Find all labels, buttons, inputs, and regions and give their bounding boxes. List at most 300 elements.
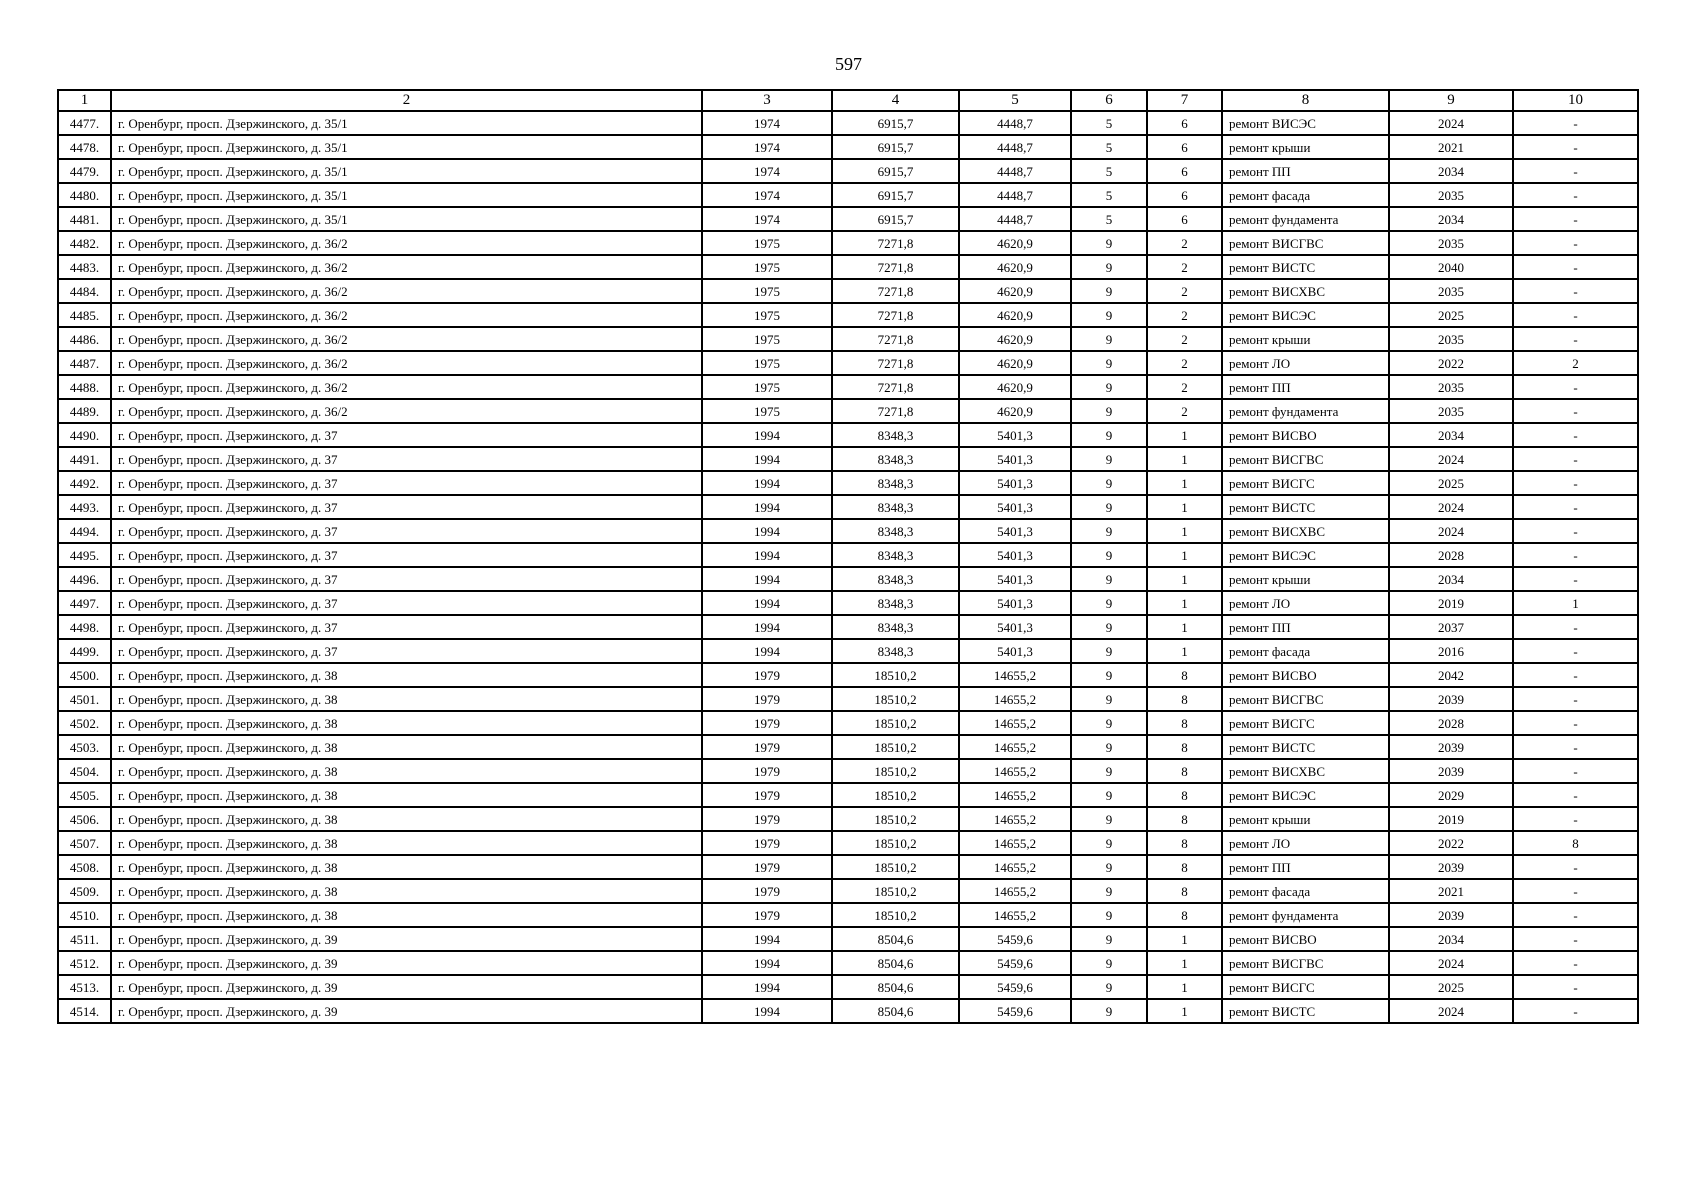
construction-year-cell: 1979 (702, 903, 832, 927)
construction-year-cell: 1994 (702, 591, 832, 615)
entrances-cell: 8 (1147, 711, 1222, 735)
elevator-count-cell: - (1513, 303, 1638, 327)
work-type-cell: ремонт ВИСВО (1222, 927, 1389, 951)
table-row (58, 399, 1638, 423)
row-number-cell: 4488. (58, 375, 111, 399)
row-number-cell: 4498. (58, 615, 111, 639)
row-number-cell: 4493. (58, 495, 111, 519)
construction-year-cell: 1975 (702, 279, 832, 303)
repair-schedule-table (57, 89, 1639, 1024)
work-type-cell: ремонт ПП (1222, 159, 1389, 183)
planned-year-cell: 2034 (1389, 207, 1513, 231)
work-type-cell: ремонт ЛО (1222, 831, 1389, 855)
table-row (58, 447, 1638, 471)
entrances-cell: 1 (1147, 927, 1222, 951)
entrances-cell: 1 (1147, 471, 1222, 495)
total-area-cell: 6915,7 (832, 207, 959, 231)
total-area-cell: 8348,3 (832, 615, 959, 639)
living-area-cell: 5401,3 (959, 639, 1071, 663)
floors-cell: 9 (1071, 783, 1147, 807)
construction-year-cell: 1975 (702, 327, 832, 351)
work-type-cell: ремонт крыши (1222, 567, 1389, 591)
address-cell: г. Оренбург, просп. Дзержинского, д. 36/2 (111, 351, 702, 375)
table-row (58, 879, 1638, 903)
planned-year-cell: 2034 (1389, 927, 1513, 951)
floors-cell: 9 (1071, 231, 1147, 255)
entrances-cell: 6 (1147, 135, 1222, 159)
planned-year-cell: 2035 (1389, 375, 1513, 399)
elevator-count-cell: - (1513, 447, 1638, 471)
floors-cell: 9 (1071, 567, 1147, 591)
row-number-cell: 4495. (58, 543, 111, 567)
address-cell: г. Оренбург, просп. Дзержинского, д. 37 (111, 567, 702, 591)
living-area-cell: 5459,6 (959, 951, 1071, 975)
row-number-cell: 4482. (58, 231, 111, 255)
floors-cell: 9 (1071, 591, 1147, 615)
page-number: 597 (835, 54, 862, 74)
address-cell: г. Оренбург, просп. Дзержинского, д. 39 (111, 927, 702, 951)
entrances-cell: 8 (1147, 807, 1222, 831)
floors-cell: 9 (1071, 279, 1147, 303)
work-type-cell: ремонт фундамента (1222, 903, 1389, 927)
work-type-cell: ремонт ПП (1222, 375, 1389, 399)
table-row (58, 543, 1638, 567)
construction-year-cell: 1974 (702, 183, 832, 207)
elevator-count-cell: - (1513, 903, 1638, 927)
living-area-cell: 4448,7 (959, 111, 1071, 135)
address-cell: г. Оренбург, просп. Дзержинского, д. 38 (111, 903, 702, 927)
floors-cell: 9 (1071, 351, 1147, 375)
row-number-cell: 4508. (58, 855, 111, 879)
living-area-cell: 5401,3 (959, 495, 1071, 519)
work-type-cell: ремонт ВИСХВС (1222, 759, 1389, 783)
row-number-cell: 4497. (58, 591, 111, 615)
entrances-cell: 1 (1147, 495, 1222, 519)
elevator-count-cell: - (1513, 711, 1638, 735)
living-area-cell: 14655,2 (959, 807, 1071, 831)
total-area-cell: 18510,2 (832, 711, 959, 735)
floors-cell: 9 (1071, 495, 1147, 519)
row-number-cell: 4492. (58, 471, 111, 495)
floors-cell: 9 (1071, 327, 1147, 351)
entrances-cell: 1 (1147, 639, 1222, 663)
total-area-cell: 18510,2 (832, 663, 959, 687)
column-header: 1 (58, 90, 111, 111)
planned-year-cell: 2016 (1389, 639, 1513, 663)
elevator-count-cell: - (1513, 855, 1638, 879)
floors-cell: 9 (1071, 879, 1147, 903)
work-type-cell: ремонт ПП (1222, 855, 1389, 879)
work-type-cell: ремонт фасада (1222, 183, 1389, 207)
elevator-count-cell: - (1513, 639, 1638, 663)
row-number-cell: 4489. (58, 399, 111, 423)
address-cell: г. Оренбург, просп. Дзержинского, д. 36/2 (111, 255, 702, 279)
work-type-cell: ремонт ВИСГС (1222, 471, 1389, 495)
planned-year-cell: 2025 (1389, 975, 1513, 999)
total-area-cell: 8504,6 (832, 999, 959, 1023)
construction-year-cell: 1979 (702, 879, 832, 903)
living-area-cell: 5401,3 (959, 519, 1071, 543)
table-row (58, 567, 1638, 591)
floors-cell: 9 (1071, 543, 1147, 567)
entrances-cell: 2 (1147, 303, 1222, 327)
table-row (58, 591, 1638, 615)
planned-year-cell: 2028 (1389, 711, 1513, 735)
entrances-cell: 6 (1147, 111, 1222, 135)
floors-cell: 9 (1071, 807, 1147, 831)
column-header: 8 (1222, 90, 1389, 111)
living-area-cell: 5401,3 (959, 591, 1071, 615)
row-number-cell: 4486. (58, 327, 111, 351)
construction-year-cell: 1994 (702, 927, 832, 951)
elevator-count-cell: - (1513, 207, 1638, 231)
table-row (58, 783, 1638, 807)
living-area-cell: 14655,2 (959, 831, 1071, 855)
work-type-cell: ремонт крыши (1222, 807, 1389, 831)
total-area-cell: 7271,8 (832, 327, 959, 351)
floors-cell: 9 (1071, 375, 1147, 399)
planned-year-cell: 2024 (1389, 519, 1513, 543)
entrances-cell: 2 (1147, 279, 1222, 303)
construction-year-cell: 1979 (702, 759, 832, 783)
total-area-cell: 8348,3 (832, 447, 959, 471)
elevator-count-cell: - (1513, 495, 1638, 519)
entrances-cell: 1 (1147, 615, 1222, 639)
total-area-cell: 6915,7 (832, 111, 959, 135)
address-cell: г. Оренбург, просп. Дзержинского, д. 35/1 (111, 159, 702, 183)
total-area-cell: 18510,2 (832, 735, 959, 759)
living-area-cell: 14655,2 (959, 903, 1071, 927)
total-area-cell: 7271,8 (832, 399, 959, 423)
table-header-row (58, 90, 1638, 111)
table-body (58, 111, 1638, 1023)
living-area-cell: 5401,3 (959, 423, 1071, 447)
living-area-cell: 4448,7 (959, 207, 1071, 231)
construction-year-cell: 1975 (702, 255, 832, 279)
planned-year-cell: 2022 (1389, 831, 1513, 855)
row-number-cell: 4496. (58, 567, 111, 591)
row-number-cell: 4503. (58, 735, 111, 759)
elevator-count-cell: - (1513, 279, 1638, 303)
construction-year-cell: 1975 (702, 375, 832, 399)
floors-cell: 5 (1071, 159, 1147, 183)
total-area-cell: 18510,2 (832, 807, 959, 831)
planned-year-cell: 2035 (1389, 327, 1513, 351)
construction-year-cell: 1974 (702, 207, 832, 231)
table-row (58, 903, 1638, 927)
floors-cell: 9 (1071, 903, 1147, 927)
address-cell: г. Оренбург, просп. Дзержинского, д. 37 (111, 471, 702, 495)
total-area-cell: 6915,7 (832, 183, 959, 207)
row-number-cell: 4487. (58, 351, 111, 375)
work-type-cell: ремонт ВИСЭС (1222, 783, 1389, 807)
construction-year-cell: 1994 (702, 615, 832, 639)
address-cell: г. Оренбург, просп. Дзержинского, д. 38 (111, 879, 702, 903)
work-type-cell: ремонт ЛО (1222, 591, 1389, 615)
construction-year-cell: 1994 (702, 999, 832, 1023)
floors-cell: 5 (1071, 135, 1147, 159)
floors-cell: 9 (1071, 519, 1147, 543)
construction-year-cell: 1979 (702, 687, 832, 711)
entrances-cell: 1 (1147, 975, 1222, 999)
table-row (58, 375, 1638, 399)
table-row (58, 471, 1638, 495)
construction-year-cell: 1994 (702, 639, 832, 663)
living-area-cell: 14655,2 (959, 855, 1071, 879)
table-row (58, 519, 1638, 543)
planned-year-cell: 2019 (1389, 807, 1513, 831)
table-row (58, 687, 1638, 711)
elevator-count-cell: - (1513, 111, 1638, 135)
address-cell: г. Оренбург, просп. Дзержинского, д. 38 (111, 855, 702, 879)
floors-cell: 9 (1071, 831, 1147, 855)
elevator-count-cell: - (1513, 567, 1638, 591)
work-type-cell: ремонт крыши (1222, 327, 1389, 351)
planned-year-cell: 2029 (1389, 783, 1513, 807)
living-area-cell: 4620,9 (959, 231, 1071, 255)
planned-year-cell: 2021 (1389, 879, 1513, 903)
planned-year-cell: 2042 (1389, 663, 1513, 687)
table-row (58, 951, 1638, 975)
living-area-cell: 14655,2 (959, 711, 1071, 735)
entrances-cell: 8 (1147, 735, 1222, 759)
address-cell: г. Оренбург, просп. Дзержинского, д. 35/1 (111, 183, 702, 207)
entrances-cell: 8 (1147, 903, 1222, 927)
table-row (58, 495, 1638, 519)
planned-year-cell: 2034 (1389, 567, 1513, 591)
elevator-count-cell: - (1513, 375, 1638, 399)
entrances-cell: 6 (1147, 183, 1222, 207)
construction-year-cell: 1994 (702, 495, 832, 519)
total-area-cell: 7271,8 (832, 303, 959, 327)
column-header: 7 (1147, 90, 1222, 111)
column-header: 4 (832, 90, 959, 111)
living-area-cell: 4620,9 (959, 303, 1071, 327)
total-area-cell: 8504,6 (832, 951, 959, 975)
planned-year-cell: 2022 (1389, 351, 1513, 375)
elevator-count-cell: - (1513, 759, 1638, 783)
entrances-cell: 1 (1147, 519, 1222, 543)
planned-year-cell: 2024 (1389, 111, 1513, 135)
planned-year-cell: 2037 (1389, 615, 1513, 639)
work-type-cell: ремонт ВИСЭС (1222, 111, 1389, 135)
elevator-count-cell: 8 (1513, 831, 1638, 855)
living-area-cell: 5401,3 (959, 567, 1071, 591)
living-area-cell: 14655,2 (959, 879, 1071, 903)
row-number-cell: 4490. (58, 423, 111, 447)
row-number-cell: 4480. (58, 183, 111, 207)
row-number-cell: 4507. (58, 831, 111, 855)
total-area-cell: 18510,2 (832, 831, 959, 855)
work-type-cell: ремонт крыши (1222, 135, 1389, 159)
table-row (58, 279, 1638, 303)
construction-year-cell: 1975 (702, 351, 832, 375)
row-number-cell: 4485. (58, 303, 111, 327)
construction-year-cell: 1979 (702, 735, 832, 759)
table-row (58, 735, 1638, 759)
elevator-count-cell: - (1513, 951, 1638, 975)
address-cell: г. Оренбург, просп. Дзержинского, д. 35/1 (111, 207, 702, 231)
work-type-cell: ремонт ВИСГВС (1222, 687, 1389, 711)
row-number-cell: 4481. (58, 207, 111, 231)
elevator-count-cell: 1 (1513, 591, 1638, 615)
planned-year-cell: 2035 (1389, 399, 1513, 423)
work-type-cell: ремонт фундамента (1222, 207, 1389, 231)
row-number-cell: 4513. (58, 975, 111, 999)
row-number-cell: 4479. (58, 159, 111, 183)
work-type-cell: ремонт ВИСВО (1222, 423, 1389, 447)
row-number-cell: 4502. (58, 711, 111, 735)
entrances-cell: 2 (1147, 255, 1222, 279)
planned-year-cell: 2034 (1389, 423, 1513, 447)
table-row (58, 759, 1638, 783)
work-type-cell: ремонт ПП (1222, 615, 1389, 639)
total-area-cell: 7271,8 (832, 279, 959, 303)
row-number-cell: 4478. (58, 135, 111, 159)
entrances-cell: 1 (1147, 951, 1222, 975)
address-cell: г. Оренбург, просп. Дзержинского, д. 39 (111, 999, 702, 1023)
address-cell: г. Оренбург, просп. Дзержинского, д. 39 (111, 975, 702, 999)
entrances-cell: 8 (1147, 759, 1222, 783)
planned-year-cell: 2021 (1389, 135, 1513, 159)
work-type-cell: ремонт фасада (1222, 879, 1389, 903)
work-type-cell: ремонт ВИСТС (1222, 999, 1389, 1023)
row-number-cell: 4491. (58, 447, 111, 471)
planned-year-cell: 2025 (1389, 471, 1513, 495)
entrances-cell: 1 (1147, 543, 1222, 567)
work-type-cell: ремонт ВИСГВС (1222, 231, 1389, 255)
planned-year-cell: 2039 (1389, 735, 1513, 759)
total-area-cell: 18510,2 (832, 759, 959, 783)
elevator-count-cell: 2 (1513, 351, 1638, 375)
total-area-cell: 7271,8 (832, 231, 959, 255)
row-number-cell: 4514. (58, 999, 111, 1023)
column-header: 9 (1389, 90, 1513, 111)
elevator-count-cell: - (1513, 615, 1638, 639)
address-cell: г. Оренбург, просп. Дзержинского, д. 38 (111, 783, 702, 807)
address-cell: г. Оренбург, просп. Дзержинского, д. 35/1 (111, 111, 702, 135)
total-area-cell: 18510,2 (832, 855, 959, 879)
construction-year-cell: 1979 (702, 711, 832, 735)
total-area-cell: 7271,8 (832, 351, 959, 375)
floors-cell: 9 (1071, 639, 1147, 663)
row-number-cell: 4504. (58, 759, 111, 783)
living-area-cell: 4620,9 (959, 327, 1071, 351)
planned-year-cell: 2040 (1389, 255, 1513, 279)
planned-year-cell: 2024 (1389, 951, 1513, 975)
construction-year-cell: 1994 (702, 519, 832, 543)
floors-cell: 9 (1071, 255, 1147, 279)
floors-cell: 9 (1071, 687, 1147, 711)
elevator-count-cell: - (1513, 807, 1638, 831)
entrances-cell: 8 (1147, 879, 1222, 903)
address-cell: г. Оренбург, просп. Дзержинского, д. 37 (111, 639, 702, 663)
work-type-cell: ремонт ВИСХВС (1222, 519, 1389, 543)
planned-year-cell: 2039 (1389, 759, 1513, 783)
entrances-cell: 8 (1147, 831, 1222, 855)
elevator-count-cell: - (1513, 423, 1638, 447)
planned-year-cell: 2035 (1389, 183, 1513, 207)
total-area-cell: 18510,2 (832, 903, 959, 927)
table-row (58, 423, 1638, 447)
elevator-count-cell: - (1513, 471, 1638, 495)
table-row (58, 255, 1638, 279)
planned-year-cell: 2028 (1389, 543, 1513, 567)
planned-year-cell: 2039 (1389, 687, 1513, 711)
entrances-cell: 1 (1147, 591, 1222, 615)
floors-cell: 5 (1071, 207, 1147, 231)
planned-year-cell: 2039 (1389, 855, 1513, 879)
address-cell: г. Оренбург, просп. Дзержинского, д. 36/2 (111, 327, 702, 351)
living-area-cell: 5459,6 (959, 999, 1071, 1023)
total-area-cell: 18510,2 (832, 879, 959, 903)
entrances-cell: 8 (1147, 855, 1222, 879)
table-row (58, 303, 1638, 327)
construction-year-cell: 1994 (702, 951, 832, 975)
table-row (58, 111, 1638, 135)
living-area-cell: 4448,7 (959, 135, 1071, 159)
table-row (58, 183, 1638, 207)
planned-year-cell: 2035 (1389, 231, 1513, 255)
table-row (58, 615, 1638, 639)
total-area-cell: 8348,3 (832, 495, 959, 519)
table-row (58, 927, 1638, 951)
elevator-count-cell: - (1513, 663, 1638, 687)
table-row (58, 831, 1638, 855)
construction-year-cell: 1994 (702, 543, 832, 567)
row-number-cell: 4477. (58, 111, 111, 135)
table-row (58, 999, 1638, 1023)
living-area-cell: 14655,2 (959, 663, 1071, 687)
floors-cell: 9 (1071, 759, 1147, 783)
address-cell: г. Оренбург, просп. Дзержинского, д. 37 (111, 519, 702, 543)
elevator-count-cell: - (1513, 183, 1638, 207)
address-cell: г. Оренбург, просп. Дзержинского, д. 38 (111, 687, 702, 711)
planned-year-cell: 2024 (1389, 447, 1513, 471)
row-number-cell: 4505. (58, 783, 111, 807)
entrances-cell: 2 (1147, 327, 1222, 351)
column-header: 3 (702, 90, 832, 111)
living-area-cell: 14655,2 (959, 735, 1071, 759)
column-header: 5 (959, 90, 1071, 111)
address-cell: г. Оренбург, просп. Дзержинского, д. 38 (111, 663, 702, 687)
address-cell: г. Оренбург, просп. Дзержинского, д. 36/2 (111, 279, 702, 303)
elevator-count-cell: - (1513, 543, 1638, 567)
entrances-cell: 2 (1147, 231, 1222, 255)
entrances-cell: 8 (1147, 687, 1222, 711)
work-type-cell: ремонт ВИСВО (1222, 663, 1389, 687)
table-row (58, 711, 1638, 735)
total-area-cell: 8348,3 (832, 543, 959, 567)
work-type-cell: ремонт ВИСГВС (1222, 447, 1389, 471)
total-area-cell: 8348,3 (832, 567, 959, 591)
floors-cell: 9 (1071, 999, 1147, 1023)
address-cell: г. Оренбург, просп. Дзержинского, д. 37 (111, 423, 702, 447)
planned-year-cell: 2039 (1389, 903, 1513, 927)
address-cell: г. Оренбург, просп. Дзержинского, д. 37 (111, 591, 702, 615)
construction-year-cell: 1979 (702, 783, 832, 807)
row-number-cell: 4499. (58, 639, 111, 663)
floors-cell: 9 (1071, 711, 1147, 735)
entrances-cell: 1 (1147, 447, 1222, 471)
table-row (58, 231, 1638, 255)
construction-year-cell: 1994 (702, 423, 832, 447)
planned-year-cell: 2019 (1389, 591, 1513, 615)
address-cell: г. Оренбург, просп. Дзержинского, д. 39 (111, 951, 702, 975)
elevator-count-cell: - (1513, 327, 1638, 351)
floors-cell: 9 (1071, 471, 1147, 495)
entrances-cell: 2 (1147, 351, 1222, 375)
